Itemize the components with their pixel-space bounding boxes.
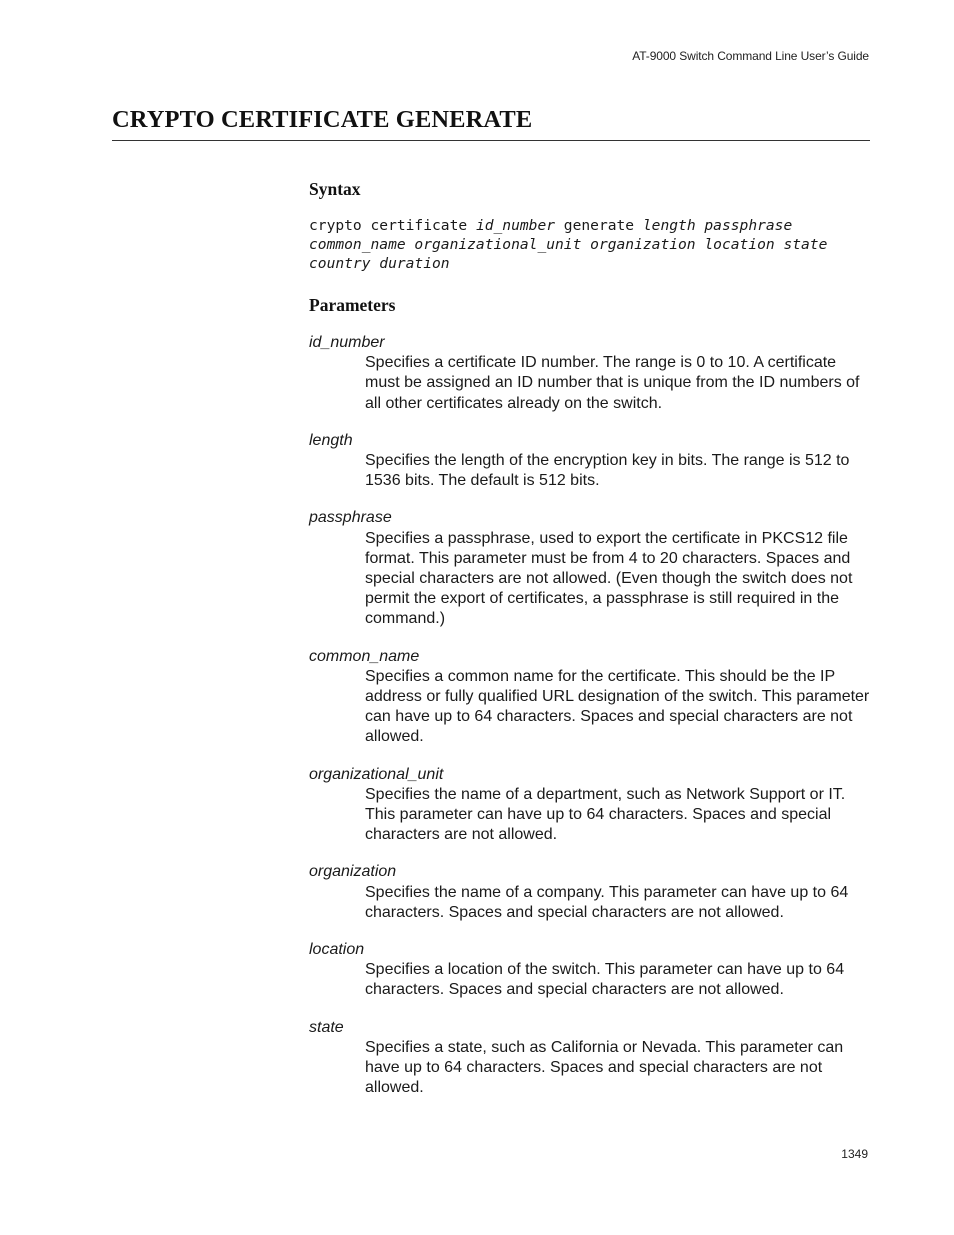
parameter-description: Specifies a passphrase, used to export the certificate in PKCS12 file format. This parameter must be from 4 to 20 characters. Spaces and special characters are not allowed. (Even though the switch does not permit the export of certificates, a passphrase is still required in the command.) [365,529,853,628]
page-title: CRYPTO CERTIFICATE GENERATE [112,106,533,133]
parameter-name: passphrase [309,509,392,527]
parameters-heading: Parameters [309,295,396,315]
syntax-arg: id_number [475,217,556,234]
page-number: 1349 [841,1147,868,1161]
parameter-item [309,862,869,923]
parameter-description: Specifies the name of a company. This parameter can have up to 64 characters. Spaces and special characters are not allowed. [365,883,849,921]
syntax-line-1 [309,216,869,235]
parameter-description: Specifies a common name for the certificate. This should be the IP address or fully qualified URL designation of the switch. This parameter can have up to 64 characters. Spaces and special characters are not allowed. [365,667,870,746]
parameter-name: location [309,941,365,959]
parameter-name: organizational_unit [309,765,444,783]
running-header: AT-9000 Switch Command Line User’s Guide [632,49,869,63]
parameter-name: length [309,431,353,449]
parameter-item [309,647,869,748]
parameter-description: Specifies a certificate ID number. The range is 0 to 10. A certificate must be assigned an ID number that is unique from the ID numbers of all other certificates already on the switch. [365,354,860,412]
parameter-item [309,508,869,629]
parameter-description: Specifies the name of a department, such as Network Support or IT. This parameter can have up to 64 characters. Spaces and special characters are not allowed. [365,785,846,844]
parameter-name: organization [309,863,397,881]
syntax-code-block [309,216,869,274]
parameter-item [309,1018,869,1099]
syntax-line-2: common_name organizational_unit organization location state [309,236,828,254]
parameter-description: Specifies the length of the encryption key in bits. The range is 512 to 1536 bits. The default is 512 bits. [365,452,850,490]
title-divider [112,140,870,141]
parameter-name: id_number [309,334,385,351]
syntax-heading: Syntax [309,179,361,199]
parameter-item [309,333,869,414]
parameter-list [309,333,869,1116]
parameter-name: common_name [309,647,420,665]
syntax-arg: length passphrase [642,217,793,234]
syntax-keyword: generate [555,217,643,234]
parameter-item [309,431,869,492]
parameter-description: Specifies a state, such as California or Nevada. This parameter can have up to 64 characters. Spaces and special characters are not allowed. [365,1038,844,1097]
parameter-item [309,765,869,846]
syntax-line-3: country duration [309,255,450,273]
syntax-keyword: crypto certificate [309,217,476,234]
parameter-description: Specifies a location of the switch. This parameter can have up to 64 characters. Spaces and special characters are not allowed. [365,961,845,999]
parameter-name: state [309,1018,344,1036]
parameter-item [309,940,869,1001]
